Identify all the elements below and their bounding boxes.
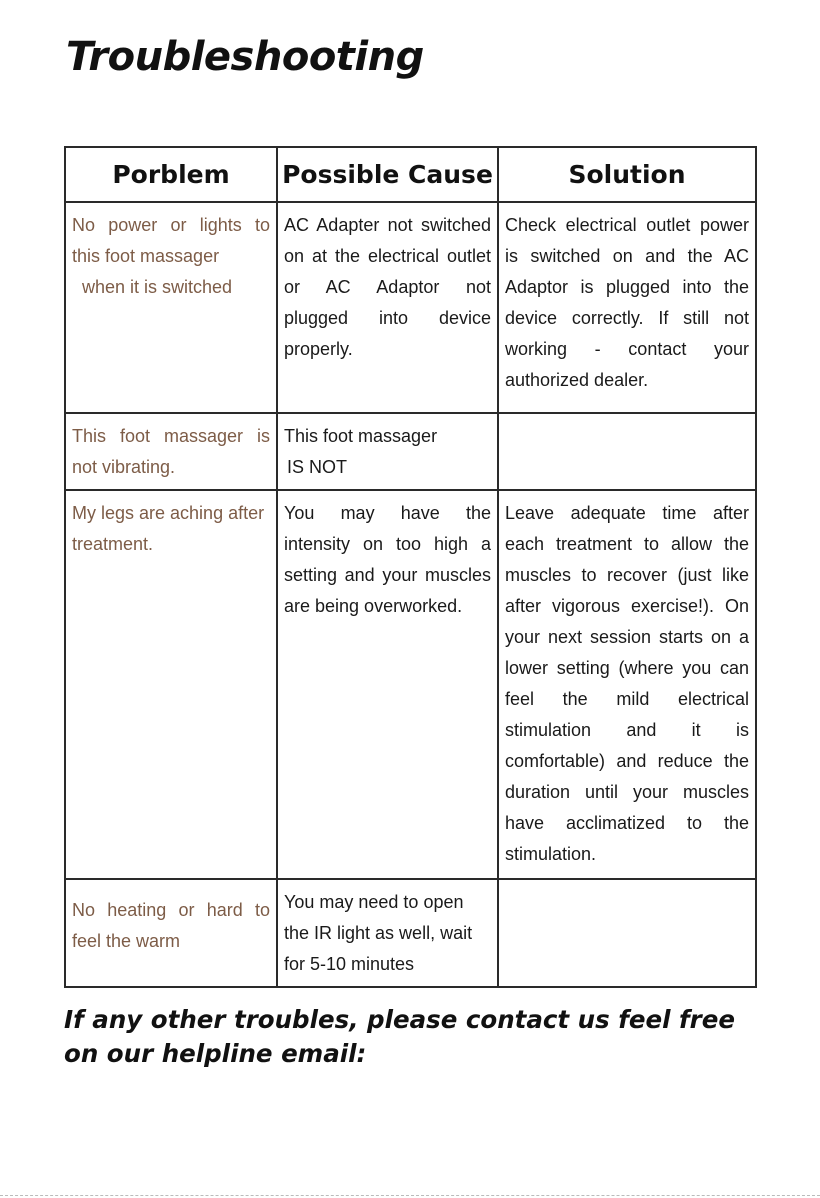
table-row bbox=[65, 490, 756, 879]
cause-text-extra: IS NOT bbox=[287, 457, 348, 477]
solution-cell: Leave adequate time after each treatment to allow the muscles to recover (just like after vigorous exercise!). On your next session starts on a lower setting (where you can feel the mild electrical stimulation and it is comfortable) and reduce the duration until your muscles have acclimatized to the stimulation. bbox=[498, 490, 756, 879]
contact-note: If any other troubles, please contact us feel free on our helpline email: bbox=[64, 1005, 735, 1068]
column-header-problem: Porblem bbox=[65, 147, 277, 202]
cause-cell: You may have the intensity on too high a setting and your muscles are being overworked. bbox=[277, 490, 498, 879]
problem-cell: My legs are aching after treatment. bbox=[65, 490, 277, 879]
page-edge-divider bbox=[0, 1195, 820, 1196]
page-title: Troubleshooting bbox=[66, 34, 424, 80]
cause-cell: You may need to open the IR light as well, wait for 5-10 minutes bbox=[277, 879, 498, 987]
solution-cell bbox=[498, 413, 756, 490]
troubleshooting-table bbox=[64, 146, 757, 988]
problem-cell: No heating or hard to feel the warm bbox=[65, 879, 277, 987]
problem-cell bbox=[65, 202, 277, 413]
problem-text: No power or lights to this foot massager bbox=[72, 215, 270, 266]
solution-cell bbox=[498, 879, 756, 987]
column-header-cause: Possible Cause bbox=[277, 147, 498, 202]
solution-cell: Check electrical outlet power is switched on and the AC Adaptor is plugged into the device correctly. If still not working - contact your authorized dealer. bbox=[498, 202, 756, 413]
problem-cell: This foot massager is not vibrating. bbox=[65, 413, 277, 490]
table-header-row bbox=[65, 147, 756, 202]
table-row bbox=[65, 879, 756, 987]
table-row bbox=[65, 413, 756, 490]
cause-cell bbox=[277, 413, 498, 490]
table-row bbox=[65, 202, 756, 413]
cause-cell: AC Adapter not switched on at the electrical outlet or AC Adaptor not plugged into device properly. bbox=[277, 202, 498, 413]
problem-text-extra: when it is switched bbox=[82, 277, 233, 297]
column-header-solution: Solution bbox=[498, 147, 756, 202]
cause-text: This foot massager bbox=[284, 426, 438, 446]
